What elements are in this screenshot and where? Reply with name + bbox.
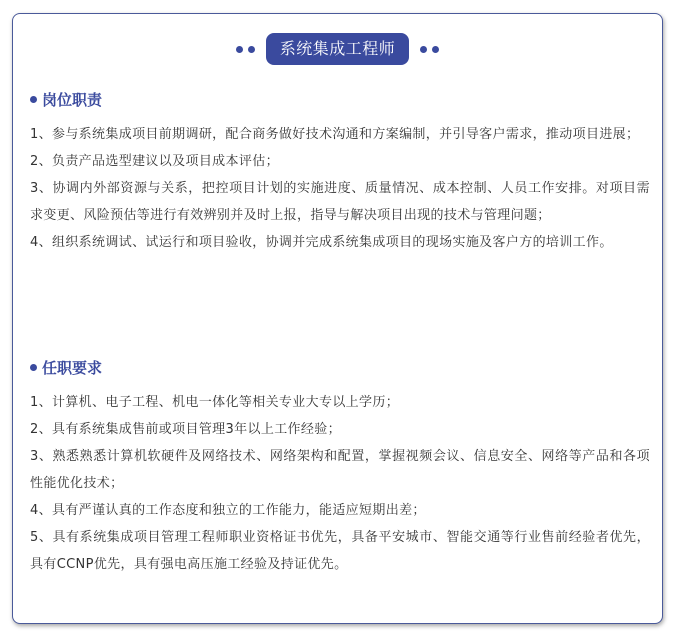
section-responsibilities: [30, 88, 650, 256]
list-item: 3、熟悉熟悉计算机软硬件及网络技术、网络架构和配置，掌握视频会议、信息安全、网络等产品和各项性能优化技术；: [30, 449, 650, 491]
section-heading-text: 岗位职责: [42, 90, 103, 109]
dot-icon: [236, 46, 243, 53]
list-item: 2、具有系统集成售前或项目管理3年以上工作经验；: [30, 422, 341, 437]
dot-icon: [420, 46, 427, 53]
list-item: 1、计算机、电子工程、机电一体化等相关专业大专以上学历；: [30, 395, 400, 410]
responsibility-list: [30, 121, 650, 256]
title-dots-left: [236, 46, 255, 53]
dot-icon: [432, 46, 439, 53]
list-item: 5、具有系统集成项目管理工程师职业资格证书优先，具备平安城市、智能交通等行业售前经验者优先，具有CCNP优先，具有强电高压施工经验及持证优先。: [30, 530, 650, 572]
title-dots-right: [420, 46, 439, 53]
requirement-list: [30, 389, 650, 578]
section-requirements: [30, 356, 650, 578]
list-item: 4、组织系统调试、试运行和项目验收，协调并完成系统集成项目的现场实施及客户方的培训工作。: [30, 235, 613, 250]
list-item: 3、协调内外部资源与关系，把控项目计划的实施进度、质量情况、成本控制、人员工作安排。对项目需求变更、风险预估等进行有效辨别并及时上报，指导与解决项目出现的技术与管理问题；: [30, 181, 650, 223]
title-row: [13, 33, 662, 65]
section-heading: [30, 356, 650, 378]
list-item: 1、参与系统集成项目前期调研，配合商务做好技术沟通和方案编制，并引导客户需求，推动项目进展；: [30, 127, 640, 142]
bullet-icon: [30, 364, 37, 371]
dot-icon: [248, 46, 255, 53]
page-title: 系统集成工程师: [266, 33, 410, 65]
list-item: 2、负责产品选型建议以及项目成本评估；: [30, 154, 279, 169]
list-item: 4、具有严谨认真的工作态度和独立的工作能力，能适应短期出差；: [30, 503, 426, 518]
section-heading: [30, 88, 650, 110]
bullet-icon: [30, 96, 37, 103]
job-card: [12, 13, 663, 624]
section-heading-text: 任职要求: [42, 358, 103, 377]
